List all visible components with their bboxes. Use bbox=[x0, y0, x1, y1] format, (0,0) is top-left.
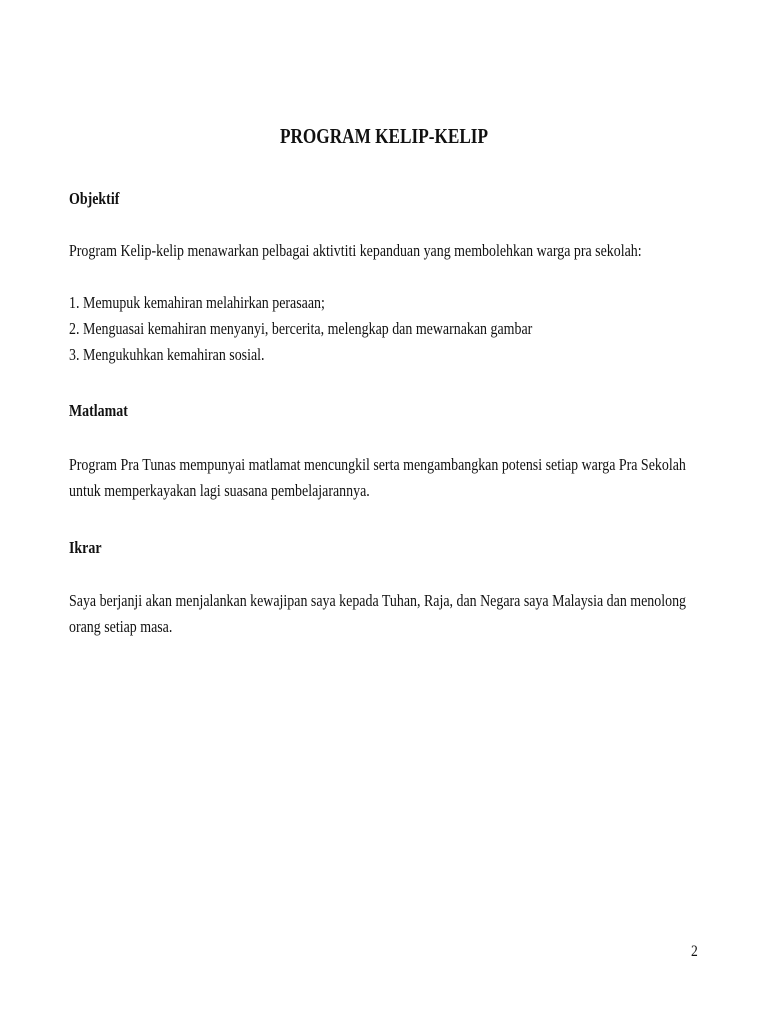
section-heading-ikrar: Ikrar bbox=[69, 538, 102, 557]
matlamat-paragraph bbox=[69, 452, 686, 504]
list-item: 1. Memupuk kemahiran melahirkan perasaan; bbox=[69, 293, 325, 312]
page-title: PROGRAM KELIP-KELIP bbox=[279, 124, 489, 148]
objektif-list bbox=[69, 290, 627, 368]
paragraph-line: untuk memperkayakan lagi suasana pembelajarannya. bbox=[69, 481, 370, 500]
paragraph-line: orang setiap masa. bbox=[69, 617, 173, 636]
section-heading-objektif: Objektif bbox=[69, 189, 120, 208]
list-item: 2. Menguasai kemahiran menyanyi, bercerita, melengkap dan mewarnakan gambar bbox=[69, 319, 533, 338]
objektif-intro: Program Kelip-kelip menawarkan pelbagai aktivtiti kepanduan yang membolehkan warga pra sekolah: bbox=[69, 241, 642, 260]
paragraph-line: Program Pra Tunas mempunyai matlamat mencungkil serta mengambangkan potensi setiap warga Pra Sekolah bbox=[69, 455, 686, 474]
paragraph-line: Saya berjanji akan menjalankan kewajipan saya kepada Tuhan, Raja, dan Negara saya Malaysia dan menolong bbox=[69, 591, 687, 610]
list-item: 3. Mengukuhkan kemahiran sosial. bbox=[69, 345, 265, 364]
page-number: 2 bbox=[691, 943, 698, 960]
ikrar-paragraph bbox=[69, 588, 687, 640]
section-heading-matlamat: Matlamat bbox=[69, 401, 128, 420]
